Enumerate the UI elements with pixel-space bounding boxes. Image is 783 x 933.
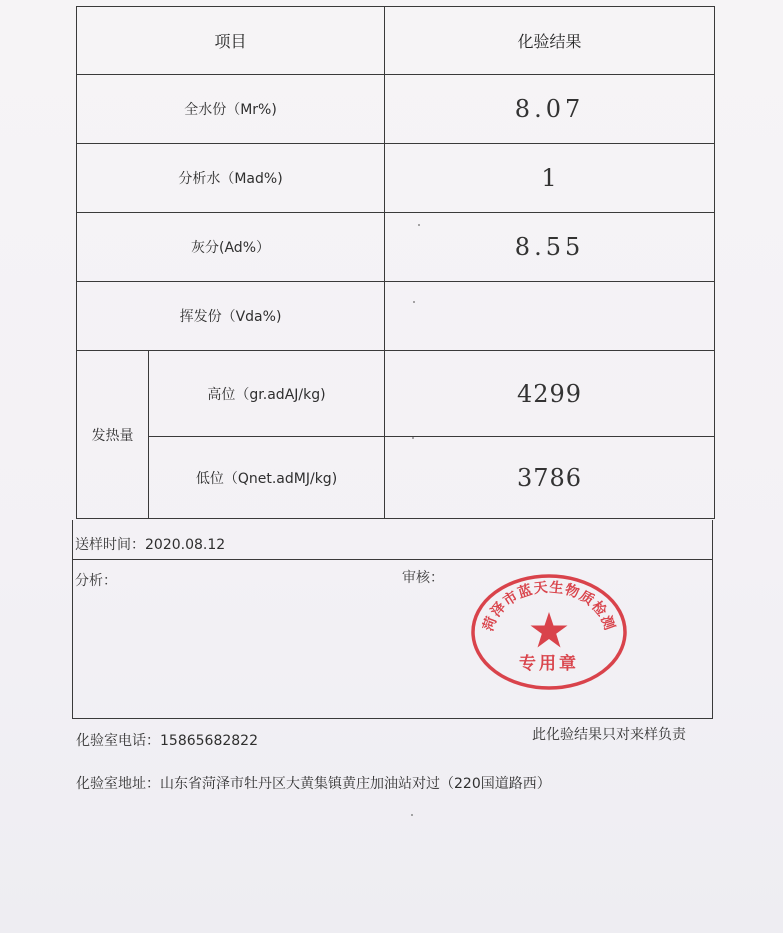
row-label: 灰分(Ad%） — [191, 240, 270, 256]
row-label-cell — [149, 437, 385, 519]
heat-group-label: 发热量 — [91, 427, 134, 444]
table-header-row — [77, 7, 715, 75]
row-label: 分析水（Mad%) — [178, 171, 283, 187]
lab-address: 化验室地址：山东省菏泽市牡丹区大黄集镇黄庄加油站对过（220国道路西） — [76, 776, 551, 792]
row-label-cell — [77, 144, 385, 213]
table-row — [77, 144, 715, 213]
header-item-cell — [77, 7, 385, 75]
row-value: 1 — [541, 164, 558, 192]
table-row — [77, 75, 715, 144]
analysis-label: 分析： — [75, 573, 117, 589]
row-value-cell — [385, 144, 715, 213]
remarks-divider — [73, 559, 712, 560]
results-table — [76, 6, 715, 519]
heat-low-value: 3786 — [516, 463, 583, 492]
paper-speck — [411, 814, 413, 816]
row-value-cell — [385, 351, 715, 437]
lab-phone: 化验室电话：15865682822 — [76, 733, 258, 749]
row-label-cell — [77, 75, 385, 144]
review-label: 审核： — [402, 570, 444, 586]
heat-high-value: 4299 — [516, 379, 583, 408]
header-item: 项目 — [214, 32, 247, 51]
row-label: 挥发份（Vda%) — [179, 309, 282, 325]
heat-group-cell — [77, 351, 149, 519]
seal-star-icon — [531, 612, 568, 648]
row-label-cell — [77, 282, 385, 351]
table-row — [77, 282, 715, 351]
seal-text: 菏泽市蓝天生物质检测 — [480, 579, 618, 634]
row-value-cell — [385, 282, 715, 351]
table-row — [77, 213, 715, 282]
row-value: 8.55 — [514, 233, 585, 261]
header-result-cell — [385, 7, 715, 75]
table-row-heat-high — [77, 351, 715, 437]
row-value: 8.07 — [514, 95, 585, 123]
row-value-cell — [385, 437, 715, 519]
row-value-cell — [385, 75, 715, 144]
official-seal — [470, 572, 628, 692]
paper-speck — [413, 301, 415, 303]
send-time: 送样时间：2020.08.12 — [75, 537, 226, 553]
disclaimer-note: 此化验结果只对来样负责 — [532, 727, 686, 743]
table-row-heat-low — [77, 437, 715, 519]
row-label-cell — [77, 213, 385, 282]
header-result: 化验结果 — [517, 32, 582, 51]
paper-speck — [412, 437, 414, 439]
row-label: 全水份（Mr%) — [184, 102, 277, 118]
heat-high-label: 高位（gr.adAJ/kg) — [207, 386, 326, 403]
row-value-cell — [385, 213, 715, 282]
heat-low-label: 低位（Qnet.adMJ/kg) — [195, 470, 338, 487]
paper-speck — [418, 224, 420, 226]
row-label-cell — [149, 351, 385, 437]
seal-subtext: 专用章 — [519, 654, 579, 674]
